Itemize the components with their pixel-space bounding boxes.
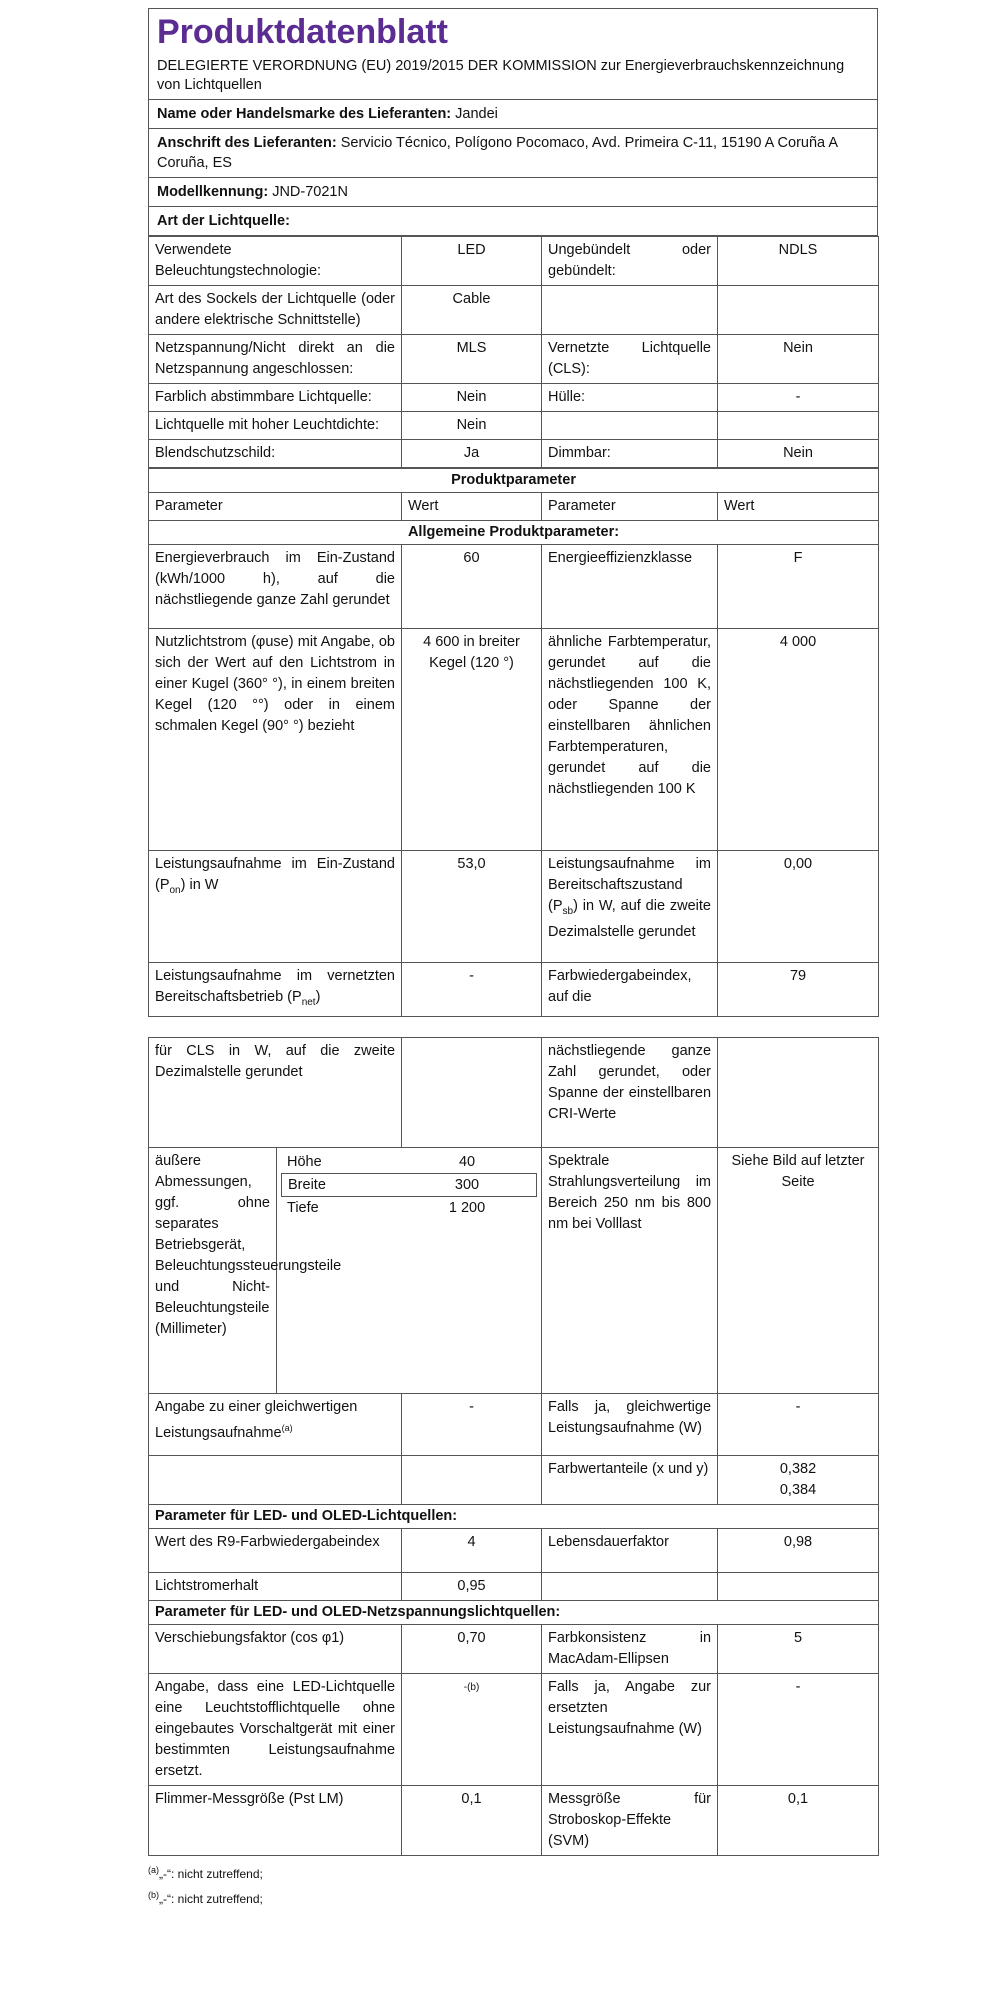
general-params-heading: Allgemeine Produktparameter:: [149, 521, 879, 545]
empty-cell: [149, 1455, 402, 1504]
col-header-param-2: Parameter: [542, 493, 718, 521]
energy-class-value: F: [718, 545, 879, 629]
led-replacement-value: -(b): [402, 1673, 542, 1785]
flicker-value: 0,1: [402, 1785, 542, 1855]
type-row: [149, 286, 879, 335]
type-param-value-2: -: [718, 384, 879, 412]
regulation-text: DELEGIERTE VERORDNUNG (EU) 2019/2015 DER KOMMISSION zur Energieverbrauchskennzeichnung von Lichtquellen: [157, 58, 845, 93]
product-data-sheet: [148, 8, 878, 1908]
type-row: [149, 412, 879, 440]
product-parameters-table-continued: [148, 1037, 879, 1856]
sheet-header: [148, 8, 878, 236]
type-param-label: Art des Sockels der Lichtquelle (oder andere elektrische Schnittstelle): [149, 286, 402, 335]
empty-cell: [542, 1572, 718, 1600]
model-value: JND-7021N: [272, 184, 348, 200]
dimension-row: [281, 1151, 537, 1173]
displacement-factor-label: Verschiebungsfaktor (cos φ1): [149, 1624, 402, 1673]
networked-standby-label: Leistungsaufnahme im vernetzten Bereitschaftsbetrieb $(P_{net})$: [149, 963, 402, 1017]
type-param-label: Blendschutzschild:: [149, 440, 402, 468]
cri-label-part-1: Farbwiedergabeindex, auf die: [542, 963, 718, 1017]
on-mode-power-label: Leistungsaufnahme im Ein-Zustand $(P_{on})$ in W: [149, 851, 402, 963]
dimensions-list: [281, 1151, 537, 1219]
macadam-value: 5: [718, 1624, 879, 1673]
energy-consumption-label: Energieverbrauch im Ein-Zustand (kWh/1000 h), auf die nächstliegende ganze Zahl gerundet: [149, 545, 402, 629]
footnotes: [148, 1862, 878, 1908]
type-param-label-2: [542, 286, 718, 335]
spectral-distribution-value: Siehe Bild auf letzter Seite: [718, 1147, 879, 1393]
type-param-value: MLS: [402, 335, 542, 384]
energy-consumption-value: 60: [402, 545, 542, 629]
cri-value: 79: [718, 963, 879, 1017]
page-break-gap: [148, 1017, 878, 1037]
empty-cell: [718, 1572, 879, 1600]
type-param-label: Netzspannung/Nicht direkt an die Netzspannung angeschlossen:: [149, 335, 402, 384]
chromaticity-label: Farbwertanteile (x und y): [542, 1455, 718, 1504]
dimension-label: Höhe: [287, 1153, 322, 1170]
empty-cell: [402, 1455, 542, 1504]
type-param-value-2: [718, 286, 879, 335]
lumen-maintenance-label: Lichtstromerhalt: [149, 1572, 402, 1600]
networked-standby-value-cont: [402, 1037, 542, 1147]
displacement-factor-value: 0,70: [402, 1624, 542, 1673]
type-param-value-2: [718, 412, 879, 440]
footnote-b: $^{(b)}$„-“: nicht zutreffend;: [148, 1889, 263, 1906]
type-param-value-2: NDLS: [718, 237, 879, 286]
macadam-label: Farbkonsistenz in MacAdam-Ellipsen: [542, 1624, 718, 1673]
page-title: Produktdatenblatt: [157, 13, 448, 51]
dimension-row: [281, 1197, 537, 1219]
equivalent-power-value: -: [402, 1393, 542, 1455]
color-temperature-label: ähnliche Farbtemperatur, gerundet auf die nächstliegenden 100 K, oder Spanne der einstellbaren ähnlichen Farbtemperaturen, gerundet auf die nächstliegenden 100 K: [542, 629, 718, 851]
type-param-label-2: Dimmbar:: [542, 440, 718, 468]
energy-class-label: Energieeffizienzklasse: [542, 545, 718, 629]
dimensions-label: äußere Abmessungen, ggf. ohne separates Betriebsgerät, Beleuchtungssteuerungsteile und Nicht-Beleuchtungsteile (Millimeter): [149, 1147, 277, 1393]
life-factor-label: Lebensdauerfaktor: [542, 1528, 718, 1572]
type-row: [149, 335, 879, 384]
footnote-a: $^{(a)}$„-“: nicht zutreffend;: [148, 1864, 263, 1881]
type-param-label: Verwendete Beleuchtungstechnologie:: [149, 237, 402, 286]
product-params-heading: Produktparameter: [149, 469, 879, 493]
stroboscopic-value: 0,1: [718, 1785, 879, 1855]
supplier-name-row: [149, 100, 877, 129]
dimension-label: Tiefe: [287, 1199, 319, 1216]
type-param-value: Nein: [402, 384, 542, 412]
col-header-value-2: Wert: [718, 493, 879, 521]
on-mode-power-value: 53,0: [402, 851, 542, 963]
type-param-label-2: [542, 412, 718, 440]
type-param-label: Lichtquelle mit hoher Leuchtdichte:: [149, 412, 402, 440]
r9-value: 4: [402, 1528, 542, 1572]
type-param-value: LED: [402, 237, 542, 286]
networked-standby-value: -: [402, 963, 542, 1017]
type-param-label-2: Hülle:: [542, 384, 718, 412]
col-header-value-1: Wert: [402, 493, 542, 521]
light-source-type-table: [148, 236, 879, 468]
type-param-value: Cable: [402, 286, 542, 335]
type-row: [149, 237, 879, 286]
type-row: [149, 384, 879, 412]
title-box: [149, 9, 877, 100]
equivalent-power-yes-label: Falls ja, gleichwertige Leistungsaufnahme (W): [542, 1393, 718, 1455]
type-param-label: Farblich abstimmbare Lichtquelle:: [149, 384, 402, 412]
standby-power-value: 0,00: [718, 851, 879, 963]
model-label: Modellkennung:: [157, 184, 269, 200]
equivalent-power-yes-value: -: [718, 1393, 879, 1455]
flicker-label: Flimmer-Messgröße (Pst LM): [149, 1785, 402, 1855]
mains-section-heading: Parameter für LED- und OLED-Netzspannungslichtquellen:: [149, 1600, 879, 1624]
type-param-value-2: Nein: [718, 440, 879, 468]
supplier-address-label: Anschrift des Lieferanten:: [157, 135, 337, 151]
type-section-heading: Art der Lichtquelle:: [149, 207, 877, 236]
equivalent-power-label: Angabe zu einer gleichwertigen Leistungsaufnahme$^{(a)}$: [149, 1393, 402, 1455]
standby-power-label: Leistungsaufnahme im Bereitschaftszustand $(P_{sb})$ in W, auf die zweite Dezimalstelle gerundet: [542, 851, 718, 963]
product-parameters-table: [148, 468, 879, 1017]
supplier-name-label: Name oder Handelsmarke des Lieferanten:: [157, 106, 452, 122]
supplier-address: Servicio Técnico, Polígono Pocomaco, Avd. Primeira C-11, 15190 A Coruña A Coruña, ES: [157, 135, 838, 171]
model-row: [149, 178, 877, 207]
type-param-value: Ja: [402, 440, 542, 468]
dimension-value: 300: [454, 1176, 480, 1193]
dimension-value: 1 200: [448, 1199, 486, 1216]
led-replacement-label: Angabe, dass eine LED-Lichtquelle eine Leuchtstofflichtquelle ohne eingebautes Vorschaltgerät mit einer bestimmten Leistungsaufnahme ersetzt.: [149, 1673, 402, 1785]
color-temperature-value: 4 000: [718, 629, 879, 851]
replaced-power-label: Falls ja, Angabe zur ersetzten Leistungsaufnahme (W): [542, 1673, 718, 1785]
cri-label-part-2: nächstliegende ganze Zahl gerundet, oder Spanne der einstellbaren CRI-Werte: [542, 1037, 718, 1147]
type-param-label-2: Ungebündelt oder gebündelt:: [542, 237, 718, 286]
lumen-maintenance-value: 0,95: [402, 1572, 542, 1600]
dimension-row: [281, 1173, 537, 1197]
led-section-heading: Parameter für LED- und OLED-Lichtquellen:: [149, 1504, 879, 1528]
cri-value-cont: [718, 1037, 879, 1147]
luminous-flux-label: Nutzlichtstrom (φuse) mit Angabe, ob sich der Wert auf den Lichtstrom in einer Kugel (360° °), in einem breiten Kegel (120 °°) oder in einem schmalen Kegel (90° °) bezieht: [149, 629, 402, 851]
type-param-label-2: Vernetzte Lichtquelle (CLS):: [542, 335, 718, 384]
supplier-name: Jandei: [455, 106, 498, 122]
dimension-label: Breite: [288, 1176, 326, 1193]
chromaticity-values: 0,382 0,384: [718, 1455, 879, 1504]
networked-standby-label-cont: für CLS in W, auf die zweite Dezimalstelle gerundet: [149, 1037, 402, 1147]
supplier-address-row: [149, 129, 877, 178]
luminous-flux-value: 4 600 in breiter Kegel (120 °): [402, 629, 542, 851]
type-row: [149, 440, 879, 468]
type-param-value-2: Nein: [718, 335, 879, 384]
col-header-param-1: Parameter: [149, 493, 402, 521]
life-factor-value: 0,98: [718, 1528, 879, 1572]
stroboscopic-label: Messgröße für Stroboskop-Effekte (SVM): [542, 1785, 718, 1855]
r9-label: Wert des R9-Farbwiedergabeindex: [149, 1528, 402, 1572]
replaced-power-value: -: [718, 1673, 879, 1785]
dimension-value: 40: [458, 1153, 476, 1170]
type-param-value: Nein: [402, 412, 542, 440]
spectral-distribution-label: Spektrale Strahlungsverteilung im Bereich 250 nm bis 800 nm bei Volllast: [542, 1147, 718, 1393]
